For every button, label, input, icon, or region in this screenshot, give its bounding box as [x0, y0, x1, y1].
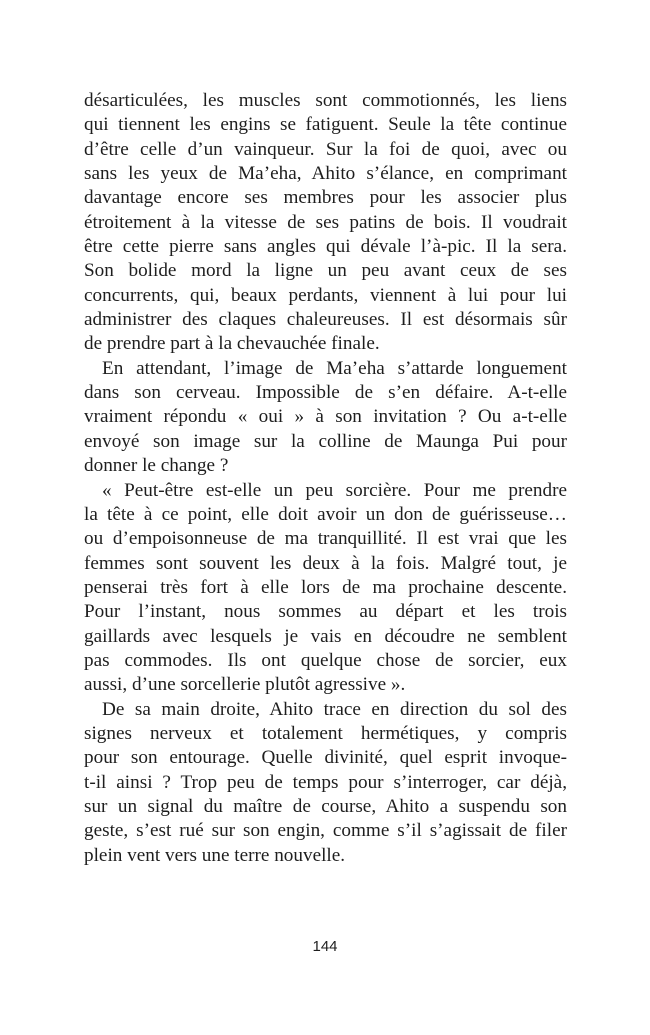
- text-line: de prendre part à la chevauchée finale.: [84, 333, 380, 355]
- text-line: plein vent vers une terre nouvelle.: [84, 844, 346, 866]
- text-line: davantage encore ses membres pour les associer plus: [84, 187, 567, 209]
- text-line: signes nerveux et totalement hermétiques, y compris: [84, 722, 567, 744]
- text-line: étroitement à la vitesse de ses patins de bois. Il voudrait: [84, 211, 567, 233]
- text-line: vraiment répondu « oui » à son invitation ? Ou a-t-elle: [84, 406, 567, 428]
- text-line: désarticulées, les muscles sont commotionnés, les liens: [84, 90, 567, 111]
- text-line: femmes sont souvent les deux à la fois. Malgré tout, je: [84, 552, 567, 574]
- text-line: d’être celle d’un vainqueur. Sur la foi de quoi, avec ou: [84, 138, 567, 160]
- text-line: administrer des claques chaleureuses. Il est désormais sûr: [84, 309, 567, 331]
- text-line: geste, s’est rué sur son engin, comme s’il s’agissait de filer: [84, 820, 567, 842]
- text-line: ou d’empoisonneuse de ma tranquillité. Il est vrai que les: [84, 528, 567, 550]
- text-line: Son bolide mord la ligne un peu avant ceux de ses: [84, 260, 567, 282]
- text-line: « Peut-être est-elle un peu sorcière. Pour me prendre: [102, 479, 567, 501]
- text-line: être cette pierre sans angles qui dévale l’à-pic. Il la sera.: [84, 236, 567, 258]
- text-line: donner le change ?: [84, 455, 229, 477]
- text-line: aussi, d’une sorcellerie plutôt agressive ».: [84, 674, 406, 696]
- text-line: pas commodes. Ils ont quelque chose de sorcier, eux: [84, 649, 567, 671]
- text-line: penserai très fort à elle lors de ma prochaine descente.: [84, 576, 567, 598]
- text-line: la tête à ce point, elle doit avoir un don de guérisseuse…: [84, 503, 567, 525]
- text-line: gaillards avec lesquels je vais en découdre ne semblent: [84, 625, 567, 647]
- text-line: qui tiennent les engins se fatiguent. Seule la tête continue: [84, 114, 567, 136]
- page-number: 144: [312, 938, 338, 955]
- text-line: envoyé son image sur la colline de Maunga Pui pour: [84, 430, 567, 452]
- text-line: sans les yeux de Ma’eha, Ahito s’élance, en comprimant: [84, 163, 567, 185]
- text-line: concurrents, qui, beaux perdants, viennent à lui pour lui: [84, 284, 567, 306]
- text-line: sur un signal du maître de course, Ahito a suspendu son: [84, 795, 567, 817]
- text-line: pour son entourage. Quelle divinité, quel esprit invoque-: [84, 747, 567, 769]
- text-line: t-il ainsi ? Trop peu de temps pour s’interroger, car déjà,: [84, 771, 567, 793]
- text-line: Pour l’instant, nous sommes au départ et les trois: [84, 601, 567, 623]
- text-line: En attendant, l’image de Ma’eha s’attarde longuement: [102, 357, 567, 379]
- text-line: De sa main droite, Ahito trace en direction du sol des: [102, 698, 567, 720]
- body-text: [84, 89, 567, 868]
- text-line: dans son cerveau. Impossible de s’en défaire. A-t-elle: [84, 382, 567, 404]
